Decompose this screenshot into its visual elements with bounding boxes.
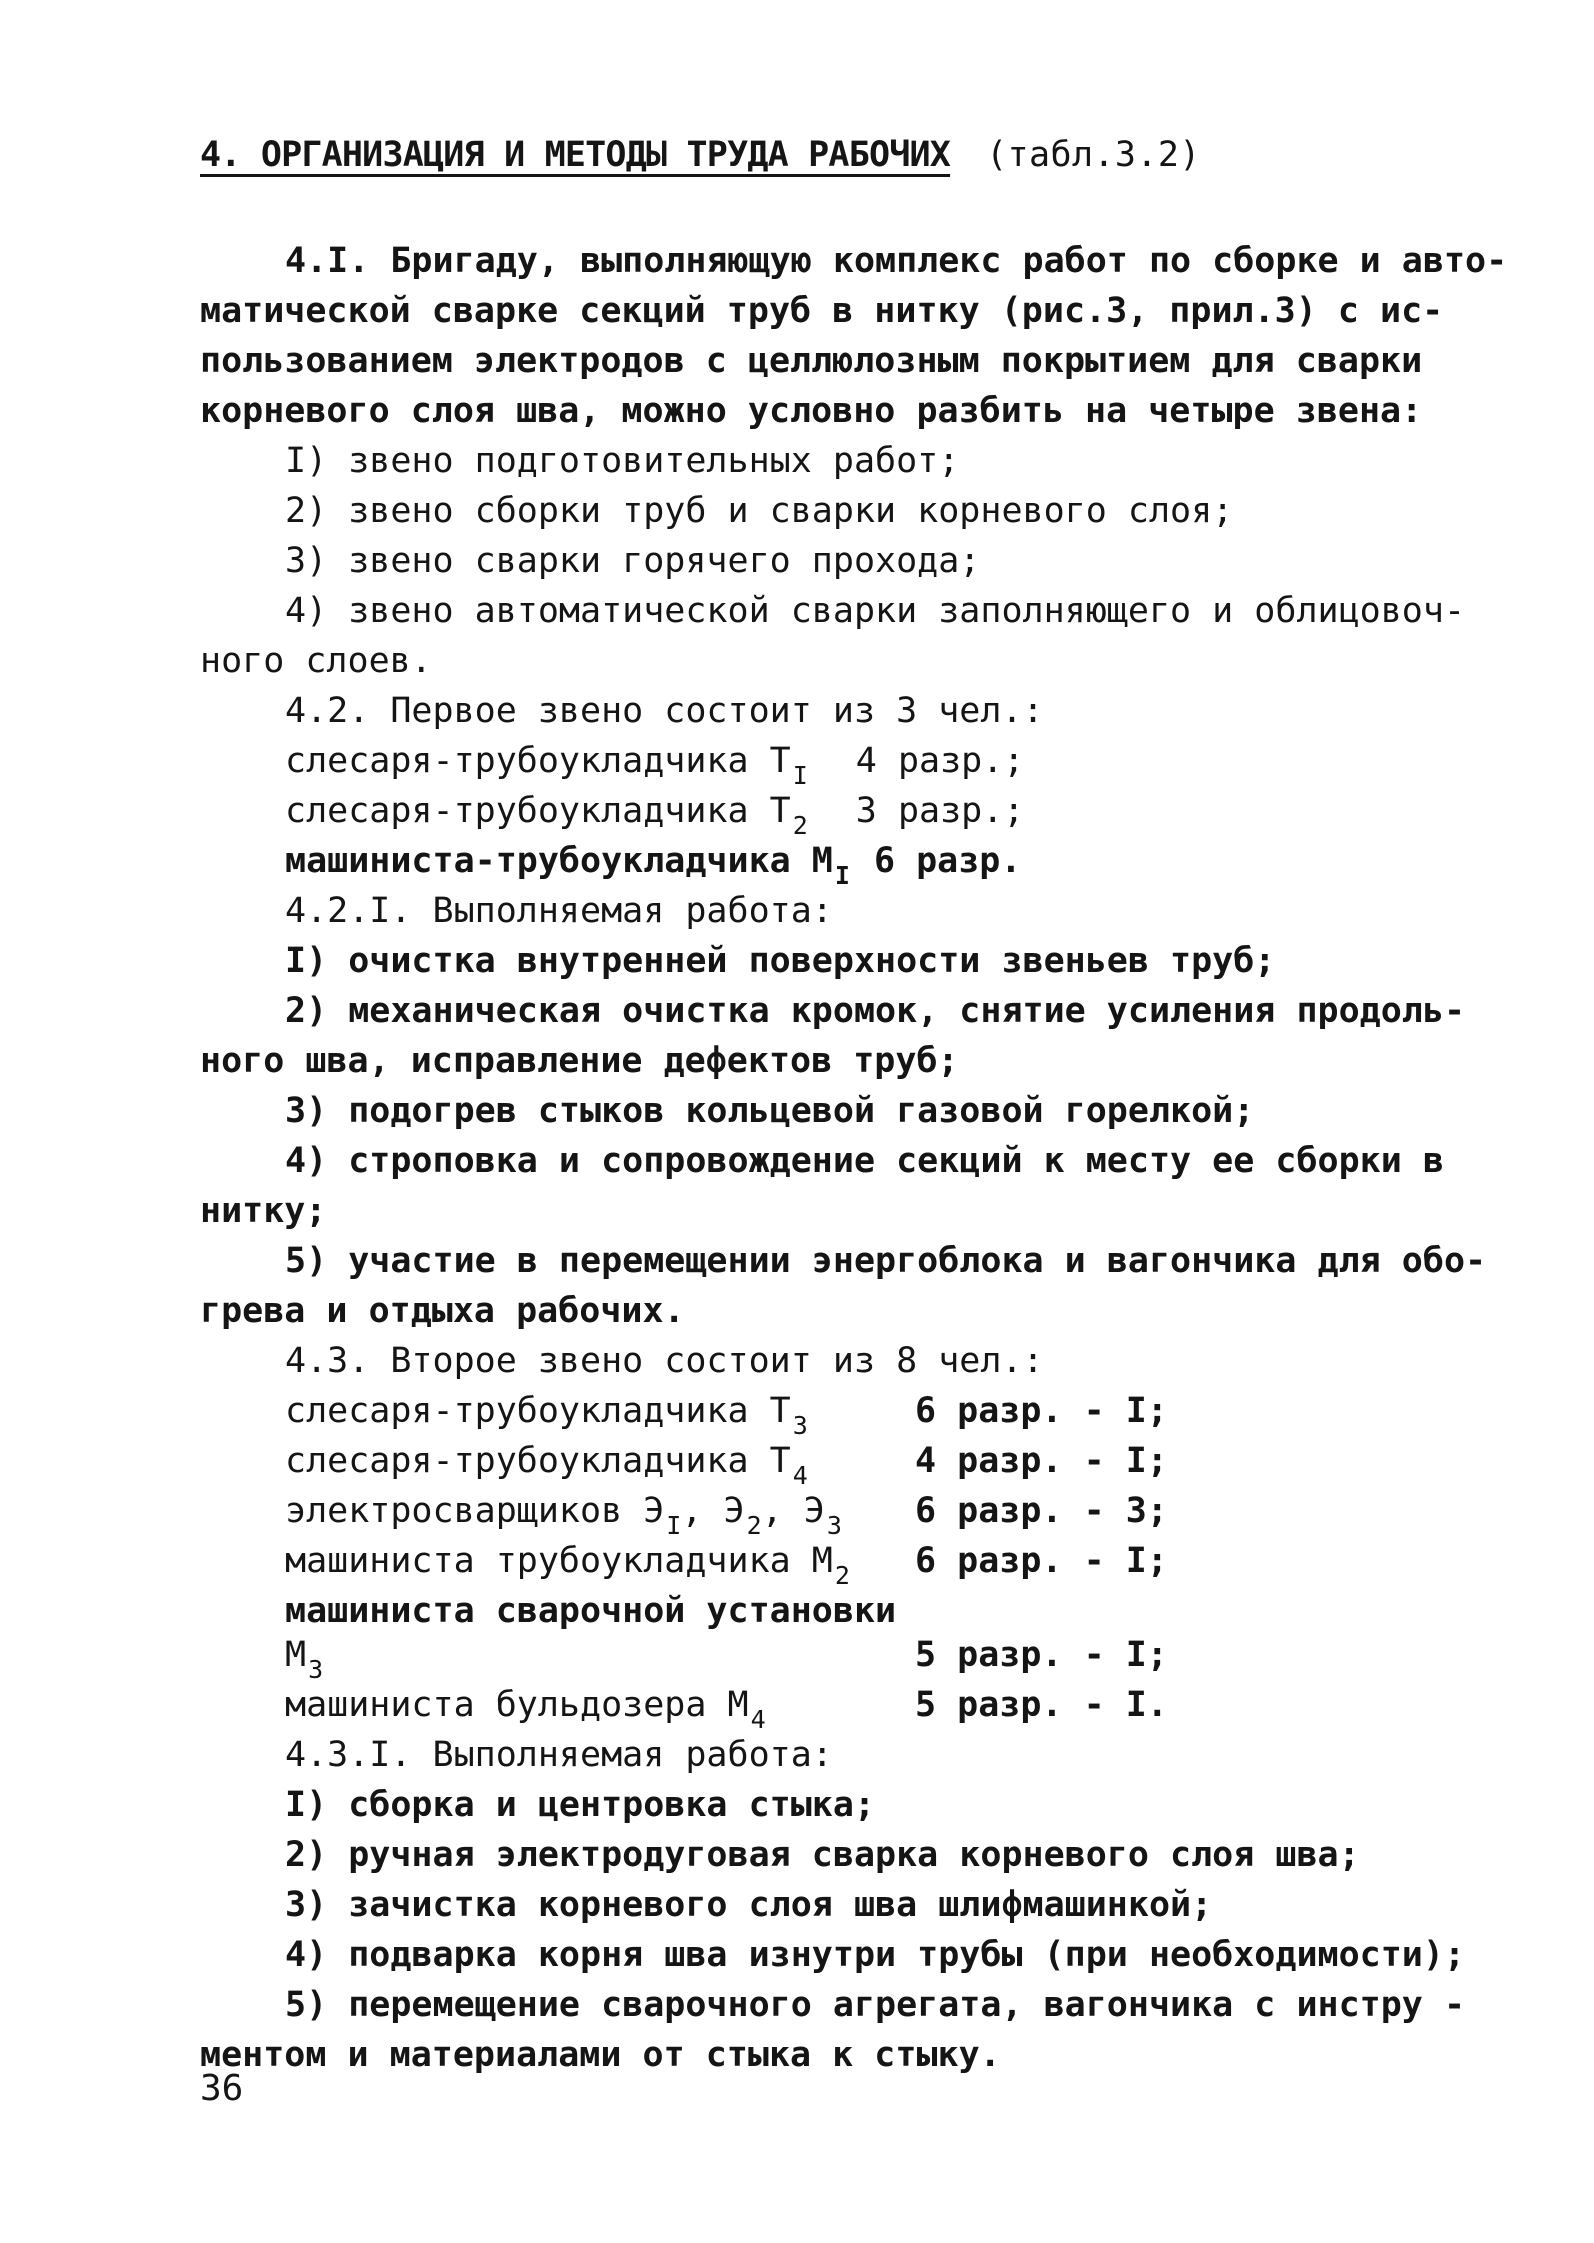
paragraph-4-2-intro: 4.2. Первое звено состоит из 3 чел.: (285, 691, 1044, 731)
crew-row (285, 836, 1022, 890)
crew-subscript: I (834, 861, 850, 890)
crew-subscript: I (666, 1511, 682, 1540)
list-item: 4) строповка и сопровождение секций к месту ее сборки в (285, 1141, 1444, 1181)
section-heading (200, 127, 1400, 183)
list-item: 3) зачистка корневого слоя шва шлифмашинкой; (285, 1885, 1213, 1925)
crew-grade: 6 разр. - I; (915, 1541, 1168, 1581)
crew-grade: 6 разр. - I; (915, 1391, 1168, 1431)
page-number: 36 (200, 2068, 244, 2109)
paragraph-4-2-1-title: 4.2.I. Выполняемая работа: (285, 891, 833, 931)
list-item: I) звено подготовительных работ; (285, 441, 960, 481)
crew-role: машиниста трубоукладчика М (285, 1541, 833, 1581)
crew-role: М (285, 1635, 307, 1675)
crew-role-cell (285, 1386, 808, 1440)
crew-role: машиниста бульдозера М (285, 1685, 749, 1725)
table-reference: (табл.3.2) (986, 135, 1201, 175)
crew-subscript: I (792, 761, 808, 790)
crew-subscript: 3 (792, 1411, 808, 1440)
crew-subscript: 2 (834, 1561, 850, 1590)
paragraph-4-3-1-title: 4.3.I. Выполняемая работа: (285, 1735, 833, 1775)
crew-subscript: 4 (750, 1705, 766, 1734)
crew-role-cell (285, 1436, 808, 1490)
crew-role: слесаря-трубоукладчика Т (285, 1441, 791, 1481)
crew-grade: 5 разр. - I. (915, 1685, 1168, 1725)
list-item-continuation: нитку; (200, 1191, 327, 1231)
crew-role-cell (285, 1586, 896, 1636)
list-item: 5) перемещение сварочного агрегата, вагончика с инстру - (285, 1985, 1466, 2025)
crew-grade: 3 разр.; (855, 791, 1025, 831)
section-title: 4. ОРГАНИЗАЦИЯ И МЕТОДЫ ТРУДА РАБОЧИХ (200, 135, 951, 175)
crew-subscript: 3 (826, 1511, 842, 1540)
crew-role-cell: электросварщиков $Э_I$, $Э_2$, $Э_3$ (285, 1491, 842, 1540)
crew-grade: 6 разр. - 3; (915, 1491, 1168, 1531)
crew-grade: 5 разр. - I; (915, 1635, 1168, 1675)
crew-role: машиниста-трубоукладчика М (285, 841, 833, 881)
list-item: 3) подогрев стыков кольцевой газовой горелкой; (285, 1091, 1255, 1131)
crew-role: слесаря-трубоукладчика Т (285, 741, 791, 781)
list-item: 5) участие в перемещении энергоблока и вагончика для обо- (285, 1241, 1487, 1281)
list-item: 3) звено сварки горячего прохода; (285, 541, 981, 581)
crew-role-cell (285, 1680, 766, 1734)
crew-grade: 4 разр.; (855, 741, 1025, 781)
crew-role: электросварщиков Э (285, 1491, 665, 1531)
list-item-continuation: ментом и материалами от стыка к стыку. (200, 2035, 1001, 2075)
list-item: I) сборка и центровка стыка; (285, 1785, 876, 1825)
list-item: 4) звено автоматической сварки заполняющего и облицовоч- (285, 591, 1466, 631)
list-item-continuation: ного шва, исправление дефектов труб; (200, 1041, 959, 1081)
paragraph-4-1-line-4: корневого слоя шва, можно условно разбить на четыре звена: (200, 391, 1423, 431)
crew-grade: 4 разр. - I; (915, 1441, 1168, 1481)
list-item-continuation: ного слоев. (200, 641, 432, 681)
list-item: 2) ручная электродуговая сварка корневого слоя шва; (285, 1835, 1360, 1875)
list-item-continuation: грева и отдыха рабочих. (200, 1291, 685, 1331)
crew-role: машиниста сварочной установки (285, 1591, 897, 1631)
list-item: I) очистка внутренней поверхности звеньев труб; (285, 941, 1276, 981)
crew-grade: 6 разр. (873, 841, 1022, 881)
paragraph-4-1-line-3: пользованием электродов с целлюлозным покрытием для сварки (200, 341, 1423, 381)
crew-row (285, 786, 1025, 840)
list-item: 2) звено сборки труб и сварки корневого слоя; (285, 491, 1234, 531)
paragraph-4-1-line-2: матической сварке секций труб в нитку (рис.3, прил.3) с ис- (200, 291, 1444, 331)
crew-row (285, 736, 1025, 790)
crew-role: слесаря-трубоукладчика Т (285, 1391, 791, 1431)
paragraph-4-3-intro: 4.3. Второе звено состоит из 8 чел.: (285, 1341, 1044, 1381)
crew-role-cell (285, 1630, 324, 1684)
list-item: 2) механическая очистка кромок, снятие усиления продоль- (285, 991, 1466, 1031)
crew-subscript: 2 (746, 1511, 762, 1540)
crew-role: слесаря-трубоукладчика Т (285, 791, 791, 831)
crew-subscript: 2 (792, 811, 808, 840)
list-item: 4) подварка корня шва изнутри трубы (при необходимости); (285, 1935, 1466, 1975)
crew-subscript: 3 (308, 1655, 324, 1684)
crew-subscript: 4 (792, 1461, 808, 1490)
paragraph-4-1-line-1: 4.I. Бригаду, выполняющую комплекс работ по сборке и авто- (285, 241, 1508, 281)
crew-role-cell (285, 1536, 850, 1590)
